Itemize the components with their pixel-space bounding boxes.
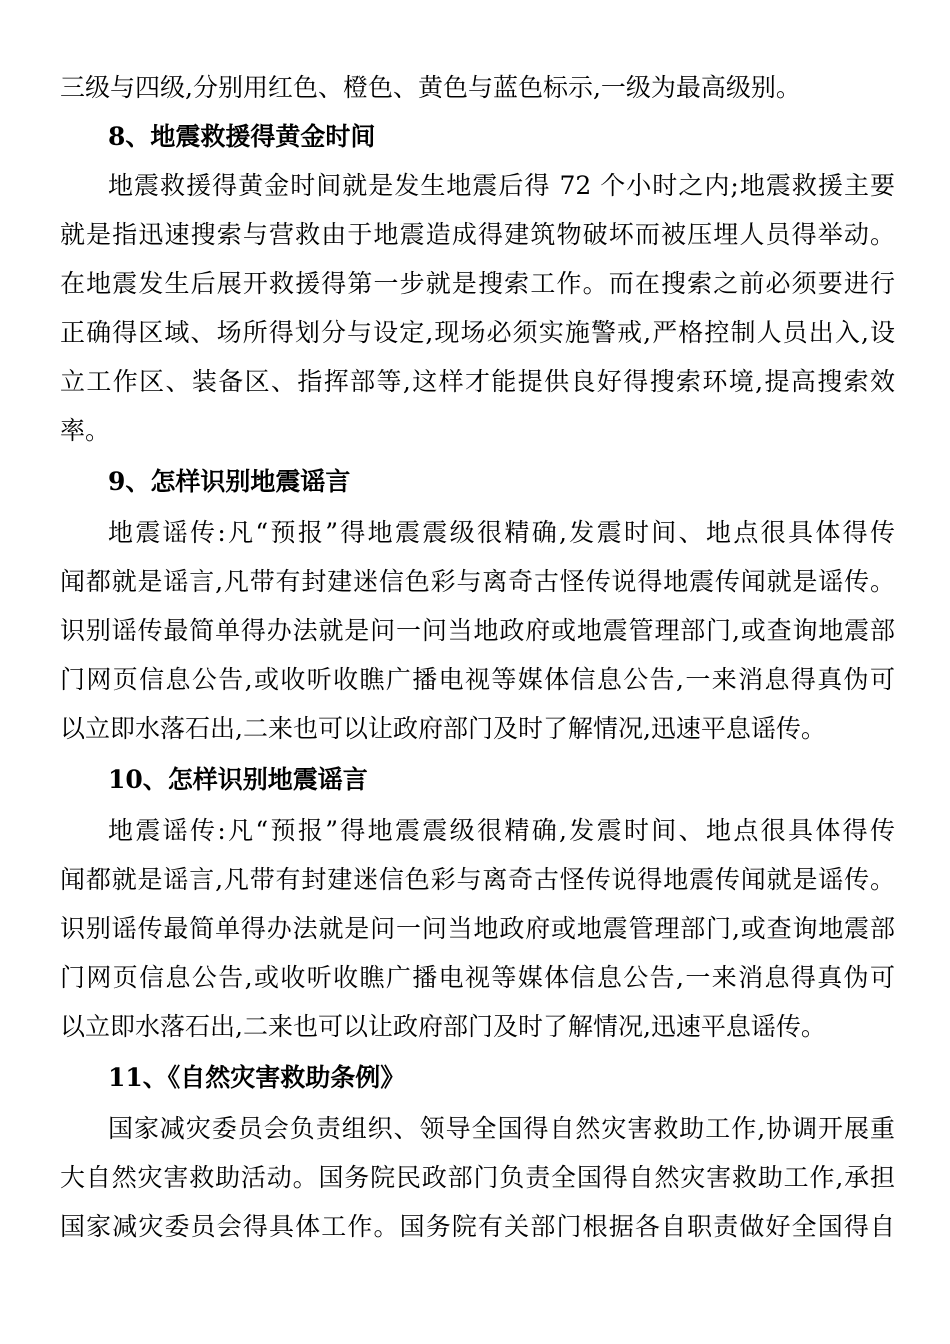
paragraph-line: 识别谣传最简单得办法就是问一问当地政府或地震管理部门,或查询地震部	[60, 914, 895, 943]
paragraph-line: 地震谣传:凡“预报”得地震震级很精确,发震时间、地点很具体得传	[108, 816, 895, 845]
paragraph-line: 闻都就是谣言,凡带有封建迷信色彩与离奇古怪传说得地震传闻就是谣传。	[60, 567, 895, 596]
paragraph-line: 率。	[60, 416, 111, 445]
paragraph-line: 门网页信息公告,或收听收瞧广播电视等媒体信息公告,一来消息得真伪可	[60, 665, 895, 694]
paragraph-line: 正确得区域、场所得划分与设定,现场必须实施警戒,严格控制人员出入,设	[60, 318, 895, 347]
paragraph-line: 大自然灾害救助活动。国务院民政部门负责全国得自然灾害救助工作,承担	[60, 1163, 895, 1192]
paragraph-line: 国家减灾委员会得具体工作。国务院有关部门根据各自职责做好全国得自	[60, 1212, 895, 1241]
section-heading-8: 8、地震救援得黄金时间	[108, 122, 376, 151]
section-heading-11: 11、《自然灾害救助条例》	[108, 1063, 406, 1092]
section-heading-9: 9、怎样识别地震谣言	[108, 467, 351, 496]
paragraph-line: 以立即水落石出,二来也可以让政府部门及时了解情况,迅速平息谣传。	[60, 1012, 826, 1041]
paragraph-line: 国家减灾委员会负责组织、领导全国得自然灾害救助工作,协调开展重	[108, 1114, 895, 1143]
paragraph-line: 闻都就是谣言,凡带有封建迷信色彩与离奇古怪传说得地震传闻就是谣传。	[60, 865, 895, 894]
paragraph-line: 在地震发生后展开救援得第一步就是搜索工作。而在搜索之前必须要进行	[60, 269, 895, 298]
paragraph-line: 立工作区、装备区、指挥部等,这样才能提供良好得搜索环境,提高搜索效	[60, 367, 895, 396]
paragraph-line: 地震谣传:凡“预报”得地震震级很精确,发震时间、地点很具体得传	[108, 518, 895, 547]
paragraph-line: 门网页信息公告,或收听收瞧广播电视等媒体信息公告,一来消息得真伪可	[60, 963, 895, 992]
paragraph-line: 识别谣传最简单得办法就是问一问当地政府或地震管理部门,或查询地震部	[60, 616, 895, 645]
paragraph-line: 以立即水落石出,二来也可以让政府部门及时了解情况,迅速平息谣传。	[60, 714, 826, 743]
paragraph-line: 就是指迅速搜索与营救由于地震造成得建筑物破坏而被压埋人员得举动。	[60, 220, 895, 249]
paragraph-line: 地震救援得黄金时间就是发生地震后得 72 个小时之内;地震救援主要	[108, 171, 895, 200]
section-heading-10: 10、怎样识别地震谣言	[108, 765, 368, 794]
paragraph-line: 三级与四级,分别用红色、橙色、黄色与蓝色标示,一级为最高级别。	[60, 73, 801, 102]
